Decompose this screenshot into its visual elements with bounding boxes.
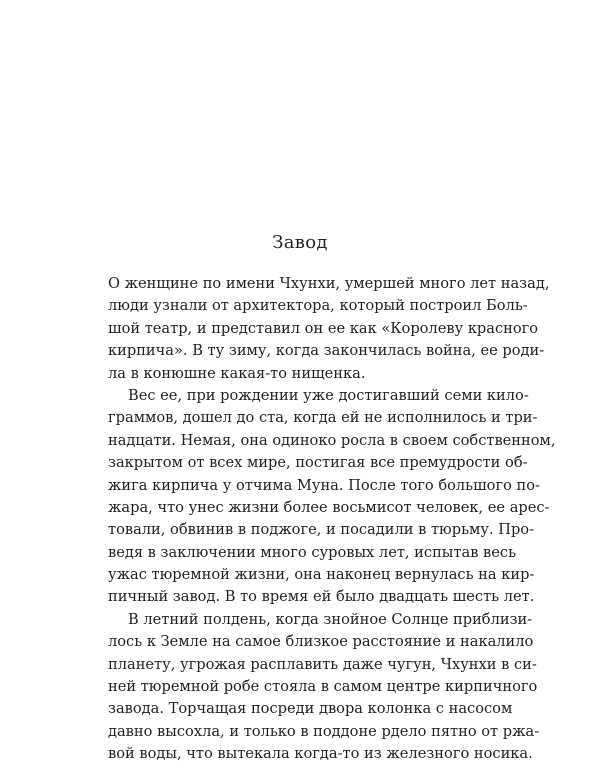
text-line: ла в конюшне какая-то нищенка. xyxy=(108,364,366,382)
text-line: ведя в заключении много суровых лет, испытав весь xyxy=(108,543,517,561)
paragraph-2 xyxy=(108,385,556,609)
text-line: надцати. Немая, она одиноко росла в своем собственном, xyxy=(108,431,556,449)
text-line: лось к Земле на самое близкое расстояние и накалило xyxy=(108,633,534,651)
text-line: граммов, дошел до ста, когда ей не исполнилось и три- xyxy=(108,409,538,427)
text-line: люди узнали от архитектора, который построил Боль- xyxy=(108,297,528,315)
chapter-title: Завод xyxy=(272,232,328,253)
text-line: планету, угрожая расплавить даже чугун, Чхунхи в си- xyxy=(108,655,537,673)
text-line: В летний полдень, когда знойное Солнце приблизи- xyxy=(128,610,533,628)
text-line: ужас тюремной жизни, она наконец вернулась на кир- xyxy=(108,566,535,584)
text-line: давно высохла, и только в поддоне рдело пятно от ржа- xyxy=(108,722,540,740)
text-line: вой воды, что вытекала когда-то из железного носика. xyxy=(108,745,533,763)
text-line: Вес ее, при рождении уже достигавший семи кило- xyxy=(128,386,529,404)
body-text xyxy=(108,273,556,766)
text-line: О женщине по имени Чхунхи, умершей много лет назад, xyxy=(108,275,550,292)
text-line: пичный завод. В то время ей было двадцать шесть лет. xyxy=(108,588,535,606)
text-line: кирпича». В ту зиму, когда закончилась война, ее роди- xyxy=(108,342,545,360)
text-line: шой театр, и представил он ее как «Королеву красного xyxy=(108,319,539,337)
paragraph-3 xyxy=(108,609,540,766)
text-line: жара, что унес жизни более восьмисот человек, ее арес- xyxy=(108,498,550,516)
text-line: ней тюремной робе стояла в самом центре кирпичного xyxy=(108,678,538,696)
paragraph-1 xyxy=(108,273,550,385)
text-line: товали, обвинив в поджоге, и посадили в тюрьму. Про- xyxy=(108,521,535,539)
text-line: завода. Торчащая посреди двора колонка с насосом xyxy=(108,700,513,718)
text-line: жига кирпича у отчима Муна. После того большого по- xyxy=(108,476,540,494)
text-line: закрытом от всех мире, постигая все премудрости об- xyxy=(108,454,528,472)
